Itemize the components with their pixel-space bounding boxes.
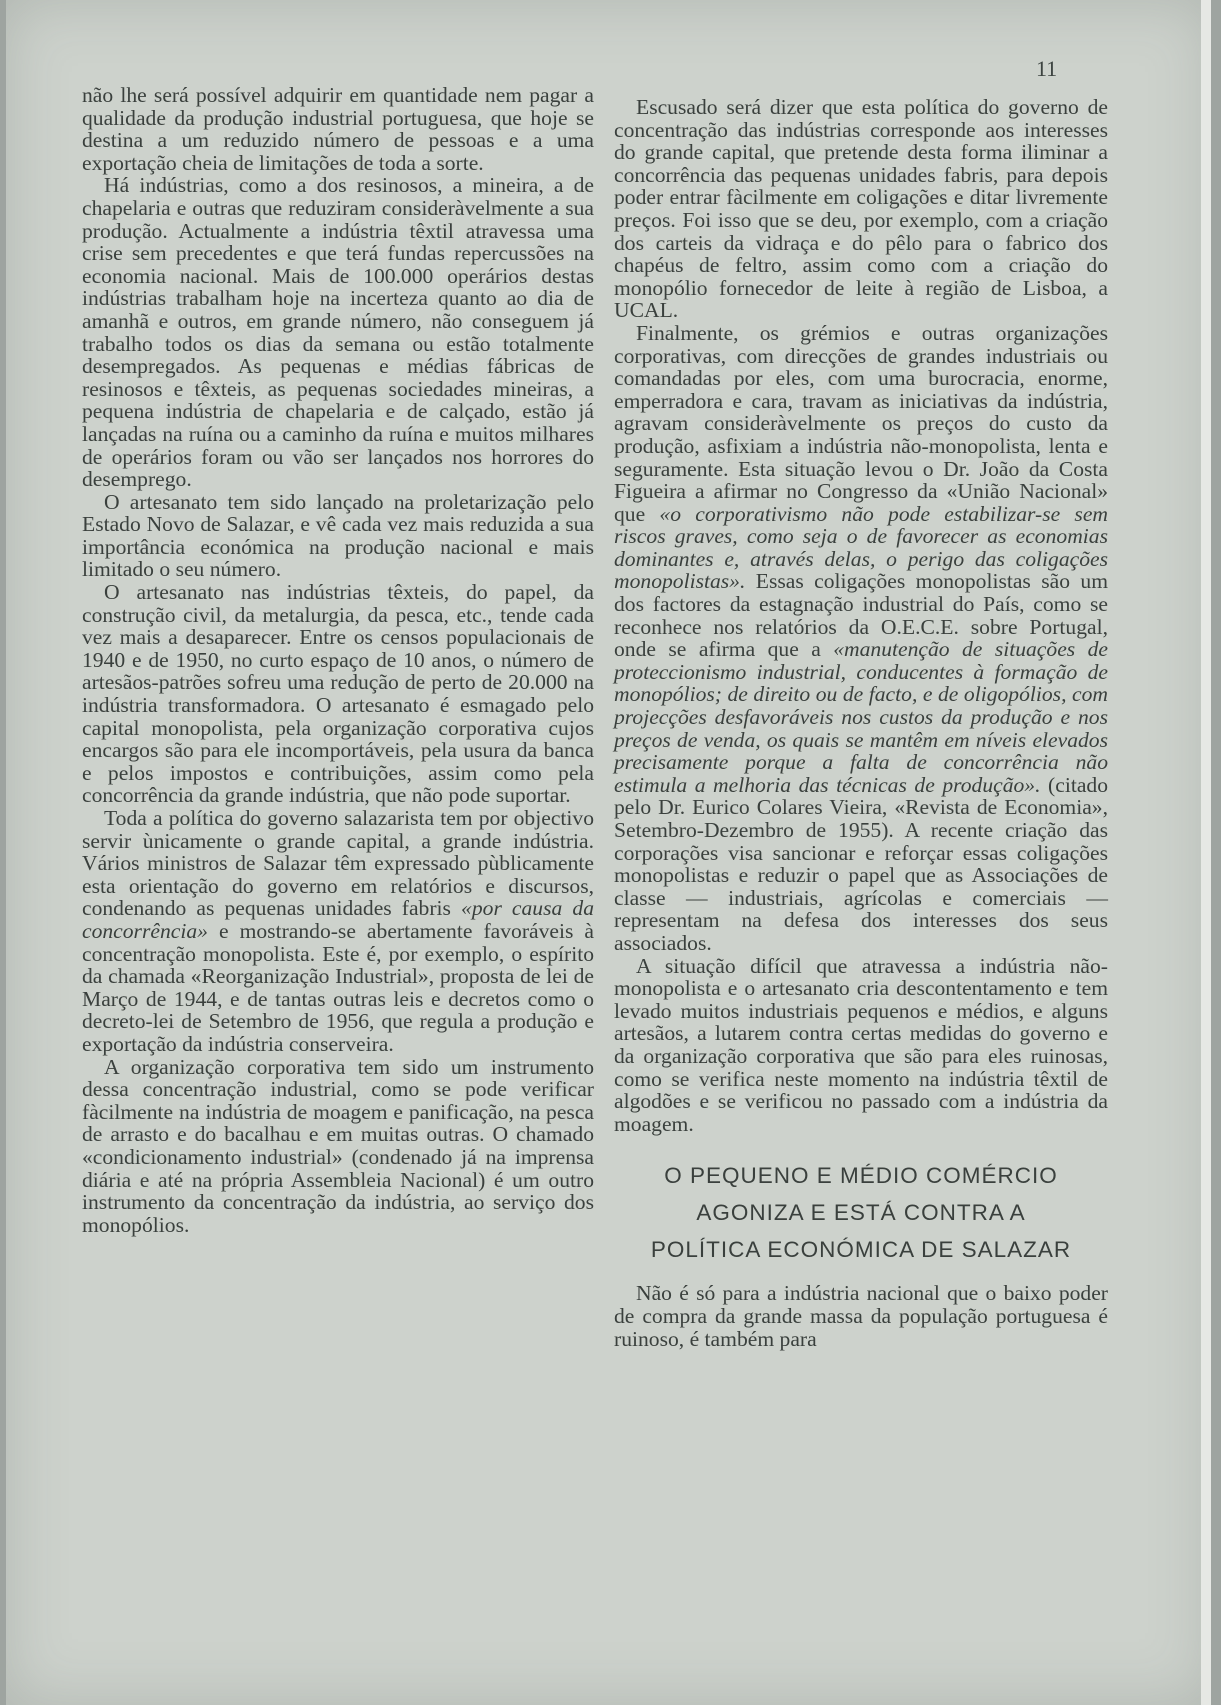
left-paragraph-3: O artesanato tem sido lançado na proletarização pelo Estado Novo de Salazar, e vê cada vez mais reduzida a sua importância económica na produção nacional e mais limitado o seu número. (82, 489, 594, 582)
left-paragraph-1: não lhe será possível adquirir em quantidade nem pagar a qualidade da produção industrial portuguesa, que hoje se destina a um reduzido número de pessoas e a uma exportação cheia de limitações de toda a sorte. (82, 83, 594, 175)
right-paragraph-2 (614, 322, 1108, 955)
right-paragraph-1: Escusado será dizer que esta política do governo de concentração das indústrias corresponde aos interesses do grande capital, que pretende desta forma iliminar a concorrência das pequenas unidades fabris, para depois poder entrar fàcilmente em coligações e ditar livremente preços. Foi isso que se deu, por exemplo, com a criação dos carteis da vidraça e do pêlo para o fabrico dos chapéus de feltro, assim como com a criação do monopólio fornecedor de leite à região de Lisboa, a UCAL. (614, 95, 1108, 323)
left-paragraph-5-text-a: Toda a política do governo salazarista tem por objectivo servir ùnicamente o grande capital, a grande indústria. Vários ministros de Salazar têm expressado pùblicamente esta orientação do governo em relatórios e discursos, condenando as pequenas unidades fabris (82, 806, 594, 921)
section-heading-line-1: O PEQUENO E MÉDIO COMÉRCIO (664, 1163, 1058, 1189)
section-heading-line-2: AGONIZA E ESTÁ CONTRA A (696, 1200, 1026, 1226)
left-paragraph-6: A organização corporativa tem sido um instrumento dessa concentração industrial, como se pode verificar fàcilmente na indústria de moagem e panificação, na pesca de arrasto e do bacalhau e em muitas outras. O chamado «condicionamento industrial» (condenado já na imprensa diária e até na própria Assembleia Nacional) é um outro instrumento da concentração da indústria, ao serviço dos monopólios. (82, 1054, 594, 1237)
right-paragraph-2-text-a: Finalmente, os grémios e outras organizações corporativas, com direcções de grandes industriais ou comandadas por eles, com uma burocracia, enorme, emperradora e cara, travam as iniciativas da indústria, agravam consideràvelmente os preços do custo da produção, asfixiam a indústria não-monopolista, lenta e seguramente. Esta situação levou o Dr. João da Costa Figueira a afirmar no Congresso da «União Nacional» que (614, 320, 1108, 526)
left-paragraph-4: O artesanato nas indústrias têxteis, do papel, da construção civil, da metalurgia, da pesca, etc., tende cada vez mais a desaparecer. Entre os censos populacionais de 1940 e de 1950, no curto espaço de 10 anos, o número de artesãos-patrões sofreu uma redução de perto de 20.000 na indústria transformadora. O artesanato é esmagado pelo capital monopolista, pela organização corporativa cujos encargos são para ele incomportáveis, pela usura da banca e pelos impostos e contribuições, assim como pela concorrência da grande indústria, que não pode suportar. (82, 580, 594, 808)
right-paragraph-2-quote-1: «o corporativismo não pode estabilizar-se sem riscos graves, como seja o de favorecer as economias dominantes e, através delas, o perigo das coligações monopolistas». (614, 501, 1108, 594)
left-paragraph-5-text-b: e mostrando-se abertamente favoráveis à concentração monopolista. Este é, por exemplo, o espírito da chamada «Reorganização Industrial», proposta de lei de Março de 1944, e de tantas outras leis e decretos como o decreto-lei de Setembro de 1956, que regula a produção e exportação da indústria conserveira. (82, 918, 594, 1056)
left-paragraph-5-quote: «por causa da concorrência» (82, 896, 594, 943)
section-heading-line-3: POLÍTICA ECONÓMICA DE SALAZAR (650, 1237, 1072, 1263)
right-paragraph-4: Não é só para a indústria nacional que o baixo poder de compra da grande massa da população portuguesa é ruinoso, é também para (614, 1281, 1108, 1351)
right-paragraph-2-text-c: (citado pelo Dr. Eurico Colares Vieira, «Revista de Economia», Setembro-Dezembro de 1955). A recente criação das corporações visa sancionar e reforçar essas coligações monopolistas e reduzir o papel que as Associações de classe — industriais, agrícolas e comerciais — representam na defesa dos interesses dos seus associados. (614, 772, 1108, 955)
page-sheet (6, 0, 1211, 1705)
right-paragraph-2-text-b: Essas coligações monopolistas são um dos factores da estagnação industrial do País, como se reconhece nos relatórios da O.E.C.E. sobre Portugal, onde se afirma que a (614, 569, 1108, 662)
right-column (614, 96, 1108, 1350)
right-paragraph-3: A situação difícil que atravessa a indústria não-monopolista e o artesanato cria descontentamento e tem levado muitos industriais pequenos e médios, e alguns artesãos, a lutarem contra certas medidas do governo e da organização corporativa que são para eles ruinosas, como se verifica neste momento na indústria têxtil de algodões e se verificou no passado com a indústria da moagem. (614, 953, 1108, 1136)
section-heading (614, 1157, 1108, 1268)
page-edge (1201, 0, 1211, 1705)
left-column (82, 84, 594, 1236)
page-number: 11 (1036, 56, 1058, 81)
right-paragraph-2-quote-2: «manutenção de situações de proteccionismo industrial, conducentes à formação de monopólios; de direito ou de facto, e de oligopólios, com projecções desfavoráveis nos custos da produção e nos preços de venda, os quais se mantêm em níveis elevados precisamente porque a falta de concorrência não estimula a melhoria das técnicas de produção». (614, 637, 1108, 797)
left-paragraph-5 (82, 807, 594, 1056)
left-paragraph-2: Há indústrias, como a dos resinosos, a mineira, a de chapelaria e outras que reduziram consideràvelmente a sua produção. Actualmente a indústria têxtil atravessa uma crise sem precedentes e que terá fundas repercussões na economia nacional. Mais de 100.000 operários destas indústrias trabalham hoje na incerteza quanto ao dia de amanhã e outros, em grande número, não conseguem já trabalho todos os dias da semana ou estão totalmente desempregados. As pequenas e médias fábricas de resinosos e têxteis, as pequenas sociedades mineiras, a pequena indústria de chapelaria e de calçado, estão já lançadas na ruína ou a caminho da ruína e muitos milhares de operários foram ou vão ser lançados nos horrores do desemprego. (82, 173, 594, 492)
